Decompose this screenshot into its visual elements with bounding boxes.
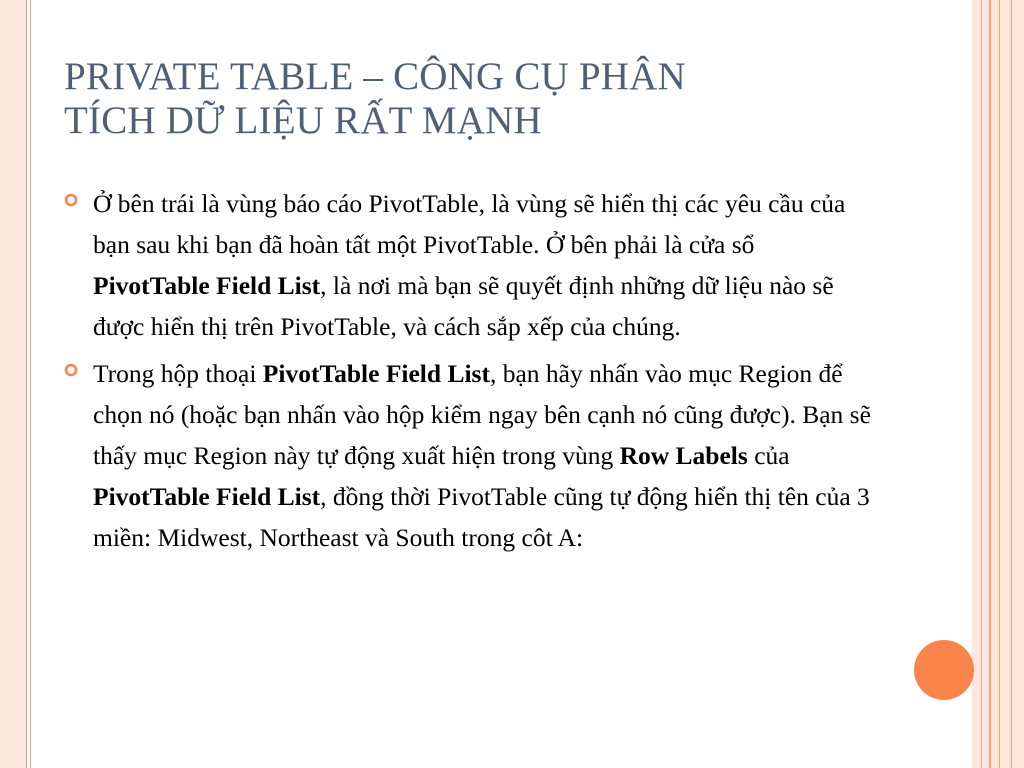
text-run: Trong hộp thoại xyxy=(93,359,263,388)
title-line-2: TÍCH DỮ LIỆU RẤT MẠNH xyxy=(64,99,542,142)
bold-text: PivotTable Field List xyxy=(262,359,490,388)
decorative-circle xyxy=(914,640,974,700)
text-run: , bạn hãy nhấn vào mục Region để chọn nó (hoặc bạn nhấn vào hộp kiểm ngay bên cạnh nó cũng được). Bạn sẽ thấy mục Region này tự động xuất hiện trong vùng xyxy=(93,359,871,470)
text-run: , đồng thời PivotTable cũng tự động hiển thị tên của 3 miền: Midwest, Northeast và South trong côt A: xyxy=(93,482,870,552)
bullet-text xyxy=(93,183,874,347)
bold-text: PivotTable Field List xyxy=(93,482,321,511)
bullet-list xyxy=(64,183,874,564)
text-run: của xyxy=(747,441,790,470)
bullet-text xyxy=(93,353,874,558)
right-border xyxy=(972,0,1024,768)
text-run: Ở bên trái là vùng báo cáo PivotTable, là vùng sẽ hiển thị các yêu cầu của bạn sau khi bạn đã hoàn tất một PivotTable. Ở bên phải là cửa sổ xyxy=(93,189,846,259)
bullet-item xyxy=(64,353,874,558)
bold-text: PivotTable Field List xyxy=(93,271,321,300)
bullet-circle-icon xyxy=(64,193,78,207)
slide-title xyxy=(64,55,864,143)
title-line-1: PRIVATE TABLE – CÔNG CỤ PHÂN xyxy=(64,55,686,98)
text-run: , là nơi mà bạn sẽ quyết định những dữ liệu nào sẽ được hiển thị trên PivotTable, và cách sắp xếp của chúng. xyxy=(93,271,834,341)
bullet-circle-icon xyxy=(64,363,78,377)
left-border xyxy=(0,0,31,768)
bold-text: Row Labels xyxy=(619,441,748,470)
bullet-item xyxy=(64,183,874,347)
